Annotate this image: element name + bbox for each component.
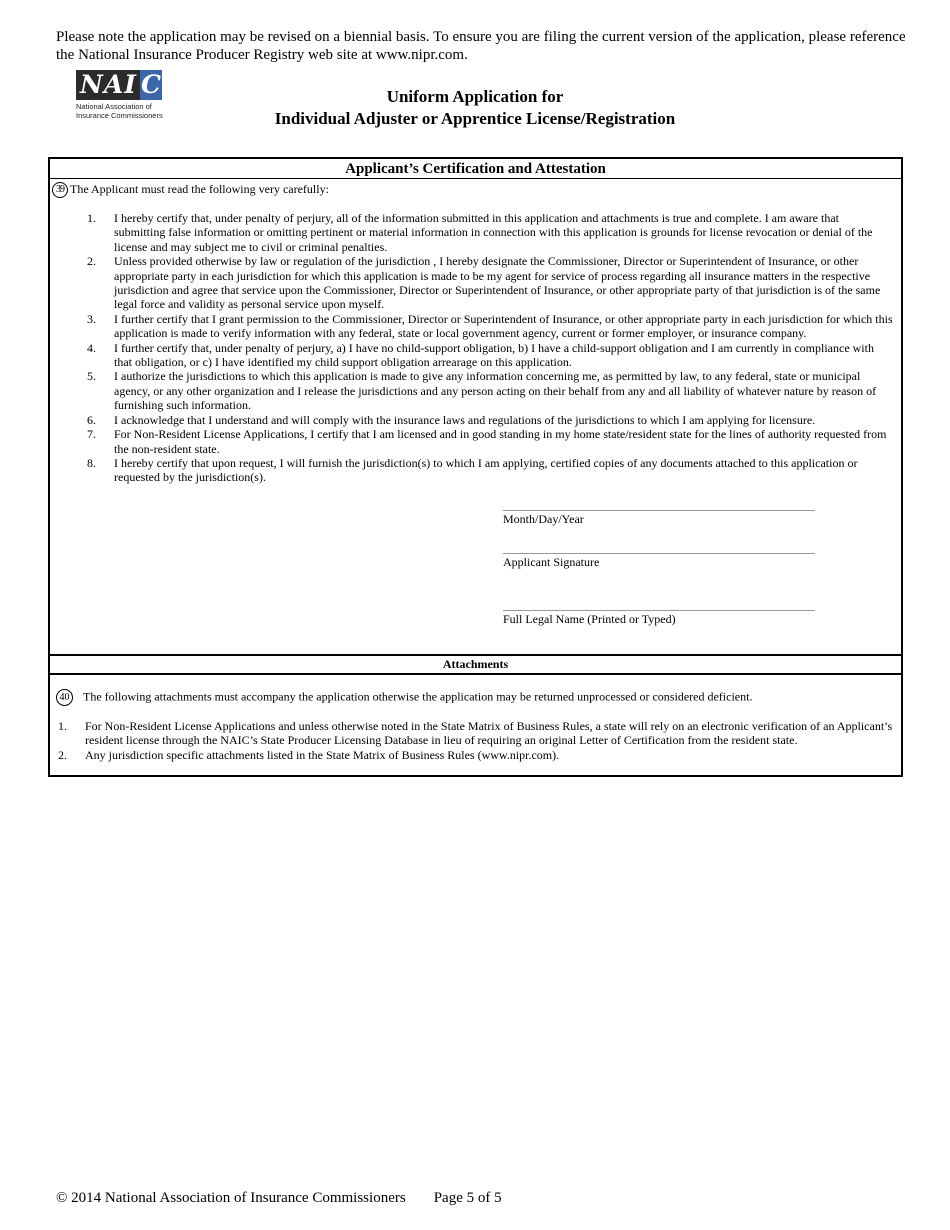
item-number: 6. (87, 412, 96, 427)
copyright-text: © 2014 National Association of Insurance Commissioners (56, 1190, 406, 1206)
question-number-badge: 40 (56, 689, 73, 706)
item-number: 1. (58, 719, 67, 733)
logo-caption-line1: National Association of (76, 102, 152, 111)
item-number: 1. (87, 211, 96, 225)
title-line2: Individual Adjuster or Apprentice License/Registration (274, 109, 676, 128)
item-text: Unless provided otherwise by law or regulation of the jurisdiction , I hereby designate the Commissioner, Director or Superintendent of Insurance, or other appropriate party in each jurisdiction for which this application is made to be my agent for service of process regarding all insurance matters in the respective jurisdiction and agree that service upon the Commissioner, Director or Superintendent of Insurance, or other appropriate party of that jurisdiction is of the same legal force and validity as personal service upon myself. (114, 254, 881, 312)
item-number: 5. (87, 369, 96, 384)
item-number: 2. (58, 747, 67, 762)
question-number-badge: 39 (52, 182, 68, 198)
logo-mark-main: NAI (80, 70, 137, 99)
item-text: I hereby certify that upon request, I will furnish the jurisdiction(s) to which I am applying, certified copies of any documents attached to this application or requested by the jurisdiction(s). (114, 455, 858, 485)
attachments-heading: Attachments (50, 654, 901, 675)
full-name-line[interactable] (503, 610, 815, 611)
date-field-label: Month/Day/Year (503, 512, 584, 526)
item-number: 8. (87, 455, 96, 470)
logo-caption (76, 102, 171, 120)
item-text: I further certify that, under penalty of perjury, a) I have no child-support obligation, b) I have a child-support obligation and I am currently in compliance with that obligation, or c) I have identified my child support obligation arrearage on this application. (114, 340, 874, 370)
certification-heading: Applicant’s Certification and Attestation (50, 159, 901, 179)
certification-item (50, 369, 901, 412)
date-signature-line[interactable] (503, 510, 815, 511)
item-number: 3. (87, 311, 96, 326)
revision-notice: Please note the application may be revised on a biennial basis. To ensure you are filing the current version of the application, please reference the National Insurance Producer Registry web site at www.nipr.com. (56, 29, 906, 63)
signature-field-label: Applicant Signature (503, 555, 600, 569)
certification-intro-text: The Applicant must read the following very carefully: (70, 182, 329, 196)
attachment-item (50, 719, 901, 748)
certification-list (50, 211, 901, 485)
item-text: I further certify that I grant permission to the Commissioner, Director or Superintendent of Insurance, or other appropriate party in each jurisdiction for which this application is made to verify information with any federal, state or local government agency, current or former employer, or insurance company. (114, 311, 893, 341)
item-number: 7. (87, 427, 96, 442)
page-number: Page 5 of 5 (433, 1190, 502, 1206)
page-title (200, 86, 750, 130)
item-text: I authorize the jurisdictions to which this application is made to give any information concerning me, as permitted by law, to any federal, state or municipal agency, or any other organization and I release the jurisdictions and any person acting on their behalf from any and all liability of whatever nature by reason of furnishing such information. (114, 369, 877, 413)
item-text: I acknowledge that I understand and will comply with the insurance laws and regulations of the jurisdictions to which I am applying for licensure. (114, 412, 816, 427)
item-text: For Non-Resident License Applications, I certify that I am licensed and in good standing in my home state/resident state for the lines of authority requested from the non-resident state. (114, 427, 887, 456)
item-number: 2. (87, 254, 96, 269)
item-number: 4. (87, 340, 96, 355)
certification-item (50, 413, 901, 427)
title-line1: Uniform Application for (386, 87, 564, 106)
name-field-label: Full Legal Name (Printed or Typed) (503, 612, 676, 626)
page-footer (56, 1189, 502, 1207)
attachments-list (50, 719, 901, 762)
attachments-intro (56, 689, 752, 706)
logo-mark-accent: C (141, 70, 161, 99)
naic-logo-mark (76, 70, 162, 100)
certification-item (50, 312, 901, 341)
attachments-intro-text: The following attachments must accompany the application otherwise the application may be returned unprocessed or considered deficient. (83, 689, 753, 704)
certification-intro (52, 182, 329, 198)
attachment-item (50, 748, 901, 762)
naic-logo (76, 70, 166, 122)
certification-item (50, 341, 901, 370)
certification-item (50, 456, 901, 485)
logo-caption-line2: Insurance Commissioners (76, 111, 163, 120)
certification-item (50, 211, 901, 254)
applicant-signature-line[interactable] (503, 553, 815, 554)
certification-item (50, 427, 901, 456)
certification-item (50, 254, 901, 312)
item-text: I hereby certify that, under penalty of perjury, all of the information submitted in this application and attachments is true and complete. I am aware that submitting false information or omitting pertinent or material information in connection with this application is grounds for license revocation or denial of the license and may subject me to civil or criminal penalties. (114, 211, 873, 254)
item-text: Any jurisdiction specific attachments listed in the State Matrix of Business Rules (www.nipr.com). (85, 747, 560, 762)
form-frame (48, 157, 903, 777)
item-text: For Non-Resident License Applications and unless otherwise noted in the State Matrix of Business Rules, a state will rely on an electronic verification of an Applicant’s resident license through the NAIC’s State Producer Licensing Database in lieu of requiring an original Letter of Certification from the resident state. (85, 719, 893, 748)
